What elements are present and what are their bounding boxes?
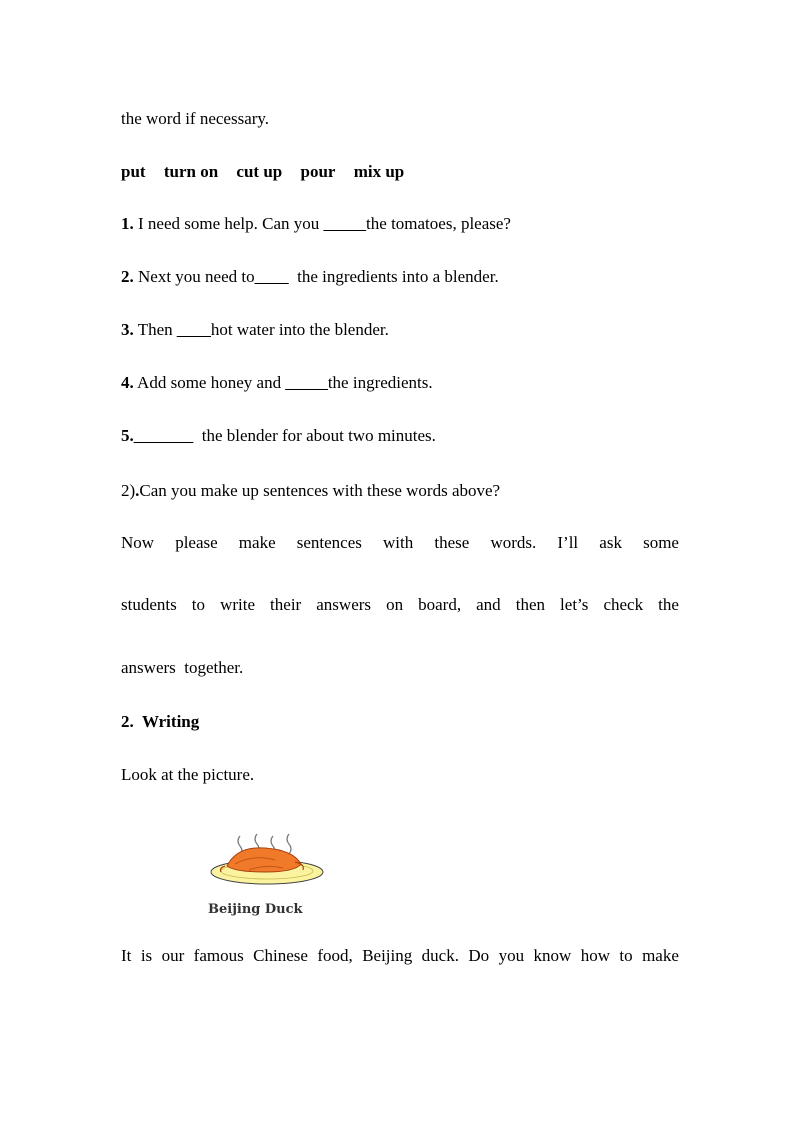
question-text: Then [133,320,177,339]
answer-blank: _______ [133,426,194,445]
word: Now [121,533,155,552]
word: the [658,595,679,614]
word: some [643,533,679,552]
word-bank-item: cut up [236,162,283,181]
part2-text: Can you make up sentences with these words above? [139,481,501,500]
question-text: hot water into the blender. [210,320,389,339]
question-4 [121,372,433,394]
word: words. [490,533,537,552]
word-bank [121,161,418,183]
part2-dot: . [135,481,140,500]
word: sentences [296,533,362,552]
question-number: 5. [121,426,134,445]
word-bank-item: put [121,162,146,181]
question-number: 2. [121,267,134,286]
word: how [580,946,610,965]
word: let’s [560,595,589,614]
question-3 [121,319,389,341]
word: and [476,595,501,614]
question-text: I need some help. Can you [133,214,324,233]
word: their [270,595,302,614]
paragraph-line-2 [121,594,679,616]
word: famous [193,946,244,965]
question-text: Add some honey and [133,373,286,392]
word: write [220,595,255,614]
word: these [434,533,470,552]
word: ask [599,533,622,552]
answer-blank: ____ [176,320,211,339]
word: I’ll [557,533,579,552]
word-bank-item: pour [300,162,336,181]
word: is [140,946,153,965]
word: you [498,946,525,965]
word-bank-item: turn on [163,162,219,181]
image-caption: Beijing Duck [208,902,303,917]
roast-duck-icon [205,830,330,900]
word: then [515,595,545,614]
question-text: the blender for about two minutes. [193,426,436,445]
word: make [238,533,276,552]
question-text: the tomatoes, please? [366,214,511,233]
answer-blank: _____ [323,214,367,233]
question-2 [121,266,499,288]
question-text: Next you need to [133,267,255,286]
question-number: 4. [121,373,134,392]
word: Beijing [362,946,413,965]
word: please [175,533,218,552]
answer-blank: _____ [285,373,328,392]
word: food, [317,946,353,965]
question-1 [121,213,511,235]
word: check [603,595,644,614]
part2-prefix: 2) [121,481,136,500]
question-number: 1. [121,214,134,233]
look-instruction: Look at the picture. [121,765,255,784]
section-heading-writing: 2. Writing [121,712,200,731]
word: answers [316,595,372,614]
word: our [161,946,185,965]
word: board, [418,595,462,614]
question-5 [121,425,436,447]
final-line [121,945,679,967]
word: know [533,946,572,965]
word: duck. [421,946,459,965]
word: with [383,533,414,552]
word: to [191,595,206,614]
question-text: the ingredients into a blender. [288,267,499,286]
answer-blank: ____ [254,267,289,286]
word: Do [468,946,490,965]
word: Chinese [253,946,308,965]
word: make [642,946,679,965]
word: It [121,946,132,965]
word: on [386,595,404,614]
intro-line: the word if necessary. [121,109,270,128]
paragraph-line-1 [121,532,679,554]
word-bank-item: mix up [353,162,405,181]
word: to [619,946,633,965]
question-number: 3. [121,320,134,339]
paragraph-line-3: answers together. [121,658,244,677]
word: students [121,595,177,614]
part2-prompt [121,480,500,502]
question-text: the ingredients. [327,373,433,392]
